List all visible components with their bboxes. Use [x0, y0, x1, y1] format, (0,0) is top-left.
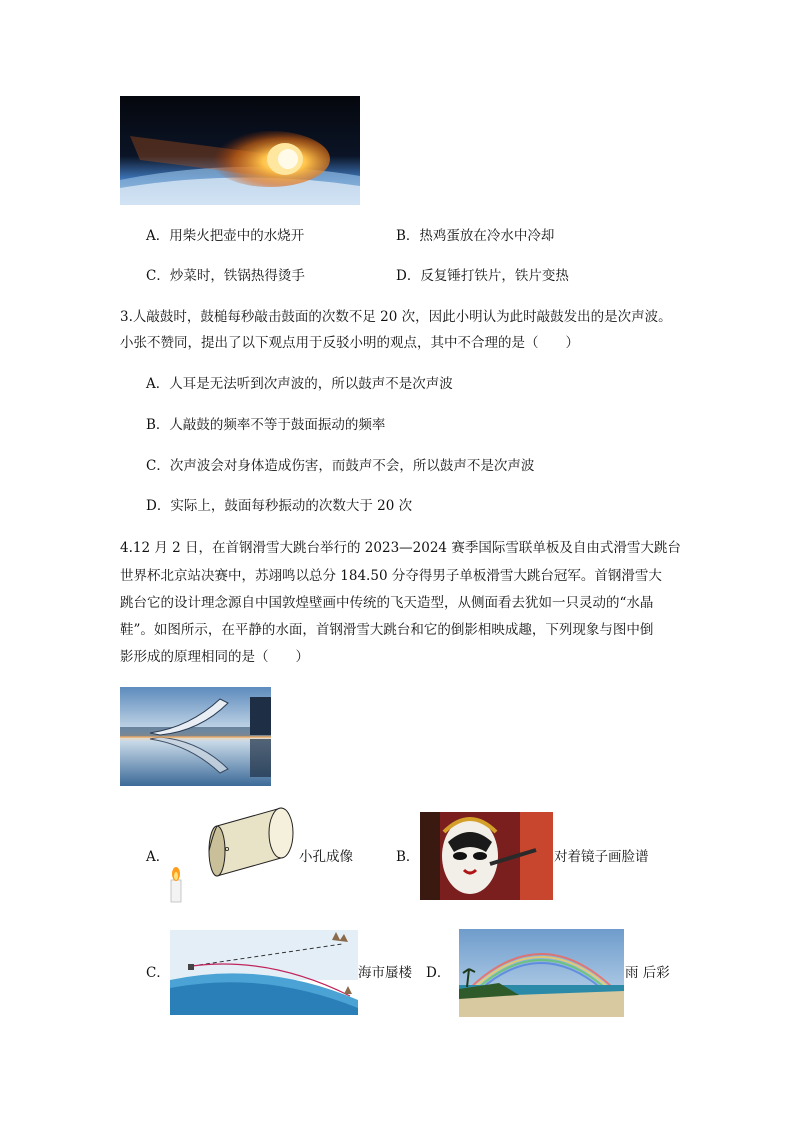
option-text: 炒菜时，铁锅热得烫手: [169, 268, 305, 284]
option-key: C．: [146, 458, 170, 474]
q4-option-d-key: D．: [426, 965, 451, 981]
q4-option-a-text: 小孔成像: [299, 849, 353, 865]
q2-option-c: [146, 266, 305, 286]
option-text: 人敲鼓的频率不等于鼓面振动的频率: [169, 417, 386, 433]
option-text: 反复锤打铁片，铁片变热: [420, 268, 569, 284]
ski-jump-reflection-image: [120, 687, 271, 786]
reentry-capsule-image: [120, 96, 360, 205]
q3-stem-line-2: 小张不赞同，提出了以下观点用于反驳小明的观点，其中不合理的是（ ）: [120, 335, 579, 351]
q4-option-c-text: 海市蜃楼: [358, 965, 412, 981]
q2-option-d: [396, 266, 569, 286]
q4-stem-line-2: 世界杯北京站决赛中，苏翊鸣以总分 184.50 分夺得男子单板滑雪大跳台冠军。首钢滑雪大: [120, 568, 662, 584]
q4-option-d-text: 雨 后彩: [625, 965, 670, 981]
option-text: 次声波会对身体造成伤害，而鼓声不会，所以鼓声不是次声波: [169, 458, 535, 474]
option-key: B．: [146, 417, 170, 433]
q4-stem-line-3: 跳台它的设计理念源自中国敦煌壁画中传统的飞天造型，从侧面看去犹如一只灵动的“水晶: [120, 595, 654, 611]
q2-option-b: [396, 226, 554, 246]
q4-stem-line-5: 影形成的原理相同的是（ ）: [120, 649, 309, 665]
q4-option-b-key: B．: [396, 849, 420, 865]
option-key: A．: [146, 376, 170, 392]
q4-option-a-key: A．: [146, 849, 170, 865]
mirage-diagram-image: [170, 930, 358, 1015]
option-key: D．: [396, 268, 421, 284]
q3-option-a: [146, 374, 453, 394]
option-key: A．: [146, 228, 170, 244]
rainbow-beach-image: [459, 929, 624, 1017]
pinhole-camera-image: [165, 806, 299, 906]
q4-stem-line-1: 4.12 月 2 日，在首钢滑雪大跳台举行的 2023—2024 赛季国际雪联单板及自由式滑雪大跳台: [120, 540, 681, 556]
opera-face-painting-image: [420, 812, 553, 900]
q3-option-d: [146, 496, 412, 516]
q2-option-a: [146, 226, 304, 246]
q4-option-c-key: C．: [146, 965, 170, 981]
option-text: 热鸡蛋放在冷水中冷却: [419, 228, 555, 244]
q3-option-b: [146, 415, 385, 435]
q4-stem-line-4: 鞋”。如图所示，在平静的水面，首钢滑雪大跳台和它的倒影相映成趣，下列现象与图中倒: [120, 622, 654, 638]
q3-option-c: [146, 456, 534, 476]
option-text: 实际上，鼓面每秒振动的次数大于 20 次: [170, 498, 413, 514]
q4-option-b-text: 对着镜子画脸谱: [554, 849, 649, 865]
option-text: 用柴火把壶中的水烧开: [169, 228, 305, 244]
q3-stem-line-1: 3.人敲鼓时，鼓槌每秒敲击鼓面的次数不足 20 次，因此小明认为此时敲鼓发出的是次声波。: [120, 309, 672, 325]
option-key: C．: [146, 268, 170, 284]
option-text: 人耳是无法听到次声波的，所以鼓声不是次声波: [169, 376, 453, 392]
option-key: B．: [396, 228, 420, 244]
option-key: D．: [146, 498, 171, 514]
